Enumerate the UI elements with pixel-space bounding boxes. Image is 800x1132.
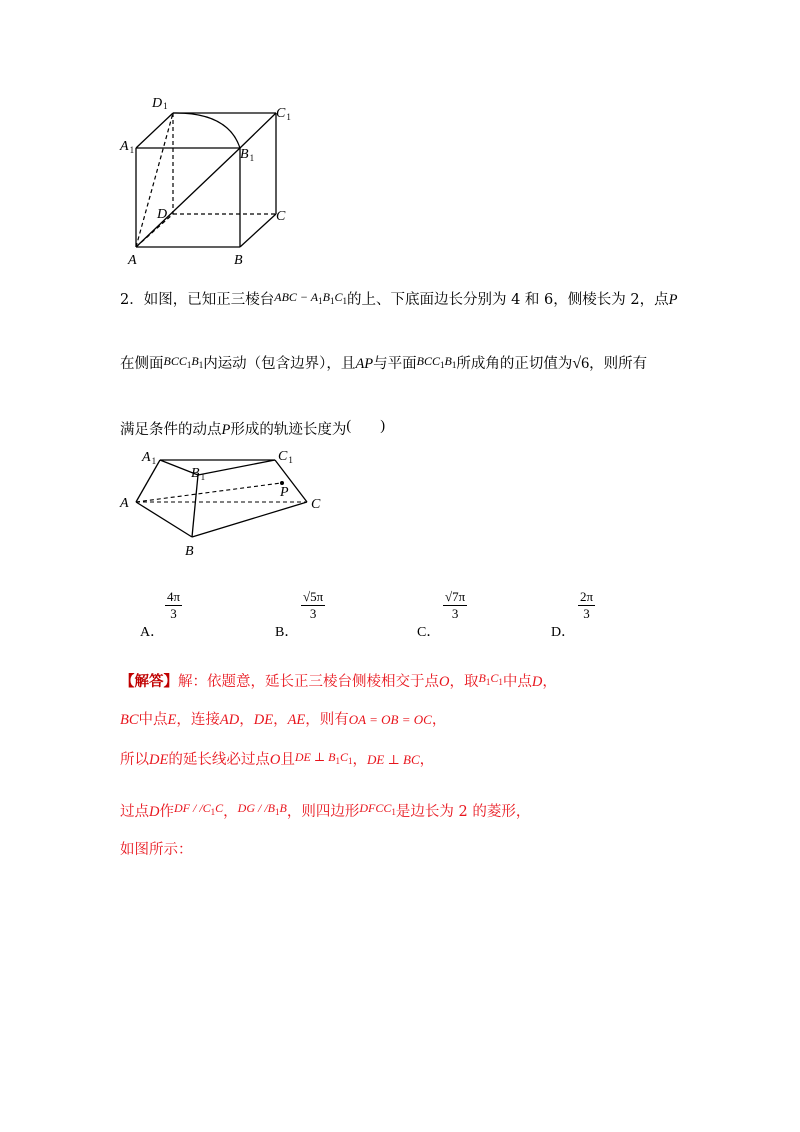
perp-DE-BC: DE ⊥ BC bbox=[366, 752, 420, 767]
option-c-letter: C． bbox=[417, 625, 441, 640]
solution-text: 作 bbox=[159, 804, 174, 820]
label-A: A bbox=[120, 496, 129, 511]
segment-DE: DE bbox=[149, 752, 169, 768]
solution-text: ，连接 bbox=[176, 712, 220, 728]
question-text: 的上、下底面边长分别为 4 和 6，侧棱长为 2，点 bbox=[346, 292, 669, 308]
option-a-letter: A． bbox=[140, 625, 165, 640]
segment-AP: AP bbox=[355, 356, 374, 372]
label-D: D bbox=[157, 207, 168, 222]
option-d-value: $\frac{2\pi}{3}$ bbox=[580, 589, 594, 621]
solution-line-2: BC中点E，连接AD，DE，AE，则有OA = OB = OC， bbox=[120, 712, 447, 728]
solution-line-4: 过点D作$^{DF / /C_1C}$，$^{DG / /B_1B}$，则四边形$^{DFCC_1}$是边长为 2 的菱形， bbox=[120, 801, 531, 820]
solution-text: ， bbox=[542, 674, 557, 690]
option-b-value: $\frac{√5\pi}{3}$ bbox=[303, 589, 324, 621]
frustum-figure bbox=[112, 445, 342, 565]
quad-DFCC1: DFCC1 bbox=[359, 801, 396, 817]
question-text: 内运动（包含边界），且 bbox=[203, 356, 356, 372]
option-b-letter: B． bbox=[275, 625, 299, 640]
solution-line-1 bbox=[120, 670, 557, 691]
solution-bracket: 【解答】 bbox=[120, 673, 178, 690]
answer-paren: ( ) bbox=[346, 418, 386, 434]
label-B: B bbox=[185, 544, 194, 559]
solution-text: 过点 bbox=[120, 804, 149, 820]
label-D1: D1 bbox=[152, 96, 168, 111]
label-A: A bbox=[128, 253, 137, 268]
point-D: D bbox=[149, 804, 160, 820]
cube-figure bbox=[110, 90, 310, 270]
question-text: 在侧面 bbox=[120, 356, 164, 372]
label-A1: $A_1$ bbox=[142, 450, 157, 466]
label-C: C bbox=[311, 497, 321, 512]
point-P: P bbox=[668, 292, 678, 308]
frustum-name: ABC − A1B1C1 bbox=[274, 290, 347, 306]
question-text: 形成的轨迹长度为 bbox=[230, 422, 347, 438]
equation-OA-OB-OC: OA = OB = OC bbox=[348, 712, 432, 727]
label-C1: $C_1$ bbox=[276, 106, 291, 122]
point-O: O bbox=[269, 752, 281, 768]
label-C1: $C_1$ bbox=[278, 449, 293, 465]
question-line-2 bbox=[120, 352, 647, 373]
question-text: 满足条件的动点 bbox=[120, 422, 222, 438]
segment-BC: BC bbox=[120, 712, 139, 728]
solution-text: ，取 bbox=[449, 674, 479, 690]
question-text: 与平面 bbox=[373, 356, 417, 372]
point-O: O bbox=[439, 674, 450, 690]
solution-text: 解：依题意，延长正三棱台侧棱相交于点 bbox=[178, 674, 439, 690]
option-d-letter: D． bbox=[551, 625, 576, 640]
option-c-value: $\frac{√7\pi}{3}$ bbox=[445, 589, 466, 621]
solution-line-5 bbox=[120, 838, 193, 859]
solution-text: 且 bbox=[280, 752, 295, 768]
sqrt-6: √6 bbox=[572, 355, 590, 372]
label-A1: $A_1$ bbox=[120, 139, 135, 155]
solution-text: 所以 bbox=[120, 752, 149, 768]
face-name: BCC1B1 bbox=[416, 354, 457, 370]
solution-text: 是边长为 2 的菱形， bbox=[395, 804, 531, 820]
segment-AE: AE bbox=[287, 712, 306, 728]
solution-text: 的延长线必过点 bbox=[168, 752, 270, 768]
label-B1: $B_1$ bbox=[191, 466, 206, 482]
question-text: 如图，已知正三棱台 bbox=[143, 292, 275, 308]
solution-text: 中点 bbox=[138, 712, 168, 728]
perp-DE-B1C1: DE ⊥ B1C1 bbox=[294, 750, 353, 766]
label-P: P bbox=[280, 485, 289, 500]
solution-line-3: 所以DE的延长线必过点O且$^{DE \perp B_1C_1}$，DE ⊥ BC， bbox=[120, 750, 435, 768]
solution-text: ，则四边形 bbox=[286, 804, 360, 820]
label-C: C bbox=[276, 209, 286, 224]
option-a-value: $\frac{4\pi}{3}$ bbox=[167, 589, 181, 621]
parallel-DG-B1B: DG / /B1B bbox=[237, 801, 287, 817]
label-B1: $B_1$ bbox=[240, 147, 255, 163]
point-E: E bbox=[167, 712, 177, 728]
point-P: P bbox=[221, 422, 231, 438]
question-number: 2． bbox=[120, 292, 144, 308]
question-text: ，则所有 bbox=[589, 356, 648, 372]
parallel-DF-C1C: DF / /C1C bbox=[173, 801, 224, 817]
segment-DE: DE bbox=[253, 712, 274, 728]
question-text: 所成角的正切值为 bbox=[456, 356, 573, 372]
question-line-1 bbox=[120, 288, 677, 309]
label-B: B bbox=[234, 253, 243, 268]
question-line-3 bbox=[120, 414, 385, 439]
segment-B1C1: B1C1 bbox=[478, 671, 503, 687]
solution-text: 中点 bbox=[502, 674, 532, 690]
point-D: D bbox=[531, 674, 543, 690]
solution-text: 如图所示： bbox=[120, 842, 193, 858]
face-name: BCC1B1 bbox=[163, 354, 204, 370]
segment-AD: AD bbox=[219, 712, 240, 728]
solution-text: ，则有 bbox=[305, 712, 349, 728]
